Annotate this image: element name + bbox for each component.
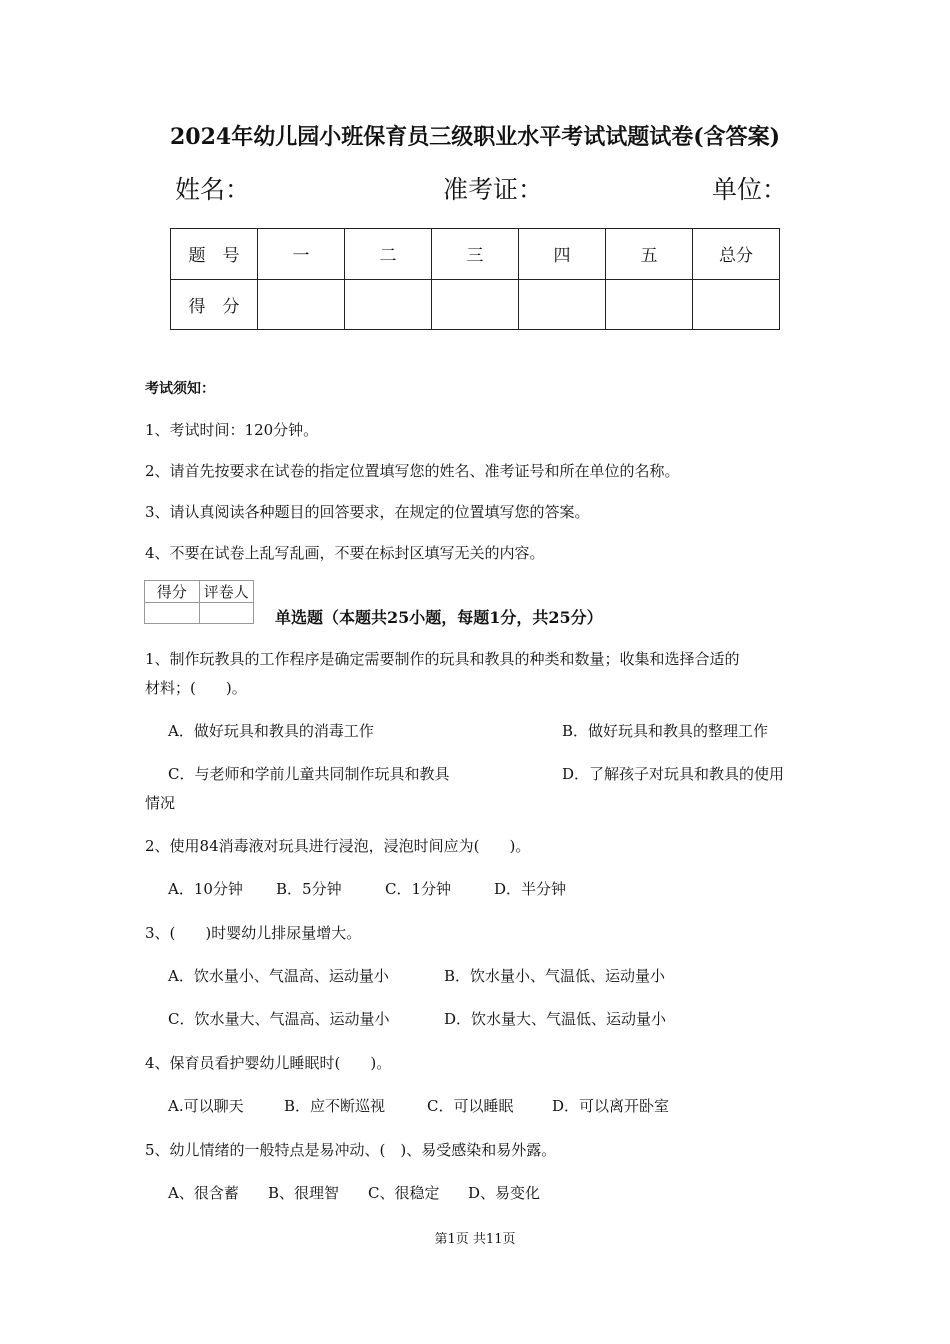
score-entry-cell[interactable] bbox=[345, 279, 432, 330]
score-table-cell: 四 bbox=[519, 229, 606, 280]
grader-reviewer-cell[interactable] bbox=[199, 603, 254, 624]
question-1-option-c[interactable]: C．与老师和学前儿童共同制作玩具和教具 bbox=[168, 765, 450, 783]
question-2-option-c[interactable]: C．1分钟 bbox=[385, 880, 452, 898]
notice-item: 3、请认真阅读各种题目的回答要求，在规定的位置填写您的答案。 bbox=[145, 503, 590, 521]
score-entry-cell[interactable] bbox=[606, 279, 693, 330]
question-4-option-a[interactable]: A.可以聊天 bbox=[168, 1097, 244, 1115]
score-entry-cell[interactable] bbox=[519, 279, 606, 330]
question-5-option-a[interactable]: A、很含蓄 bbox=[168, 1184, 239, 1202]
question-4-option-d[interactable]: D．可以离开卧室 bbox=[552, 1097, 670, 1115]
score-entry-cell[interactable] bbox=[258, 279, 345, 330]
grader-reviewer-label: 评卷人 bbox=[199, 581, 254, 603]
score-entry-cell[interactable] bbox=[432, 279, 519, 330]
question-5-option-b[interactable]: B、很理智 bbox=[268, 1184, 340, 1202]
exam-id-field-label: 准考证： bbox=[443, 175, 544, 204]
question-1-option-a[interactable]: A．做好玩具和教具的消毒工作 bbox=[168, 722, 374, 740]
question-1-stem-cont: 材料；( )。 bbox=[145, 679, 247, 697]
question-3-stem: 3、( )时婴幼儿排尿量增大。 bbox=[145, 924, 362, 942]
question-1-option-b[interactable]: B．做好玩具和教具的整理工作 bbox=[562, 722, 769, 740]
question-5-option-d[interactable]: D、易变化 bbox=[468, 1184, 541, 1202]
exam-title: 2024年幼儿园小班保育员三级职业水平考试试题试卷(含答案) bbox=[169, 124, 781, 150]
question-2-option-b[interactable]: B．5分钟 bbox=[276, 880, 342, 898]
notice-item: 2、请首先按要求在试卷的指定位置填写您的姓名、准考证号和所在单位的名称。 bbox=[145, 462, 680, 480]
page-footer: 第1页 共11页 bbox=[434, 1232, 516, 1247]
score-table-cell: 总分 bbox=[693, 229, 780, 280]
score-table-cell: 题 号 bbox=[171, 229, 258, 280]
question-3-option-b[interactable]: B．饮水量小、气温低、运动量小 bbox=[444, 967, 666, 985]
grader-score-label: 得分 bbox=[145, 581, 200, 603]
notice-heading: 考试须知： bbox=[145, 381, 215, 397]
question-5-stem: 5、幼儿情绪的一般特点是易冲动、( )、易受感染和易外露。 bbox=[145, 1141, 557, 1159]
question-5-option-c[interactable]: C、很稳定 bbox=[368, 1184, 440, 1202]
question-1-stem: 1、制作玩教具的工作程序是确定需要制作的玩具和教具的种类和数量；收集和选择合适的 bbox=[145, 650, 740, 668]
name-field-label: 姓名： bbox=[175, 175, 251, 204]
score-table-cell: 一 bbox=[258, 229, 345, 280]
question-2-option-a[interactable]: A．10分钟 bbox=[168, 880, 243, 898]
question-4-option-c[interactable]: C．可以睡眠 bbox=[427, 1097, 514, 1115]
question-4-stem: 4、保育员看护婴幼儿睡眠时( )。 bbox=[145, 1054, 392, 1072]
grader-table bbox=[144, 580, 254, 624]
question-4-option-b[interactable]: B．应不断巡视 bbox=[284, 1097, 386, 1115]
question-3-option-d[interactable]: D．饮水量大、气温低、运动量小 bbox=[444, 1010, 667, 1028]
question-3-option-a[interactable]: A．饮水量小、气温高、运动量小 bbox=[168, 967, 389, 985]
score-table bbox=[170, 228, 780, 330]
notice-item: 4、不要在试卷上乱写乱画，不要在标封区填写无关的内容。 bbox=[145, 544, 545, 562]
score-table-cell: 二 bbox=[345, 229, 432, 280]
question-1-option-d-cont: 情况 bbox=[145, 794, 176, 812]
unit-field-label: 单位： bbox=[712, 175, 788, 204]
grader-score-cell[interactable] bbox=[145, 603, 200, 624]
score-table-header-row bbox=[171, 229, 780, 280]
question-3-option-c[interactable]: C．饮水量大、气温高、运动量小 bbox=[168, 1010, 390, 1028]
score-table-cell: 三 bbox=[432, 229, 519, 280]
score-entry-cell[interactable] bbox=[693, 279, 780, 330]
question-1-option-d[interactable]: D．了解孩子对玩具和教具的使用 bbox=[562, 765, 785, 783]
section-heading: 单选题（本题共25小题，每题1分，共25分） bbox=[275, 608, 603, 627]
score-table-cell: 五 bbox=[606, 229, 693, 280]
score-table-score-row bbox=[171, 279, 780, 330]
question-2-stem: 2、使用84消毒液对玩具进行浸泡，浸泡时间应为( )。 bbox=[145, 837, 531, 855]
question-2-option-d[interactable]: D．半分钟 bbox=[494, 880, 567, 898]
notice-item: 1、考试时间：120分钟。 bbox=[145, 421, 319, 439]
score-row-label: 得 分 bbox=[171, 279, 258, 330]
